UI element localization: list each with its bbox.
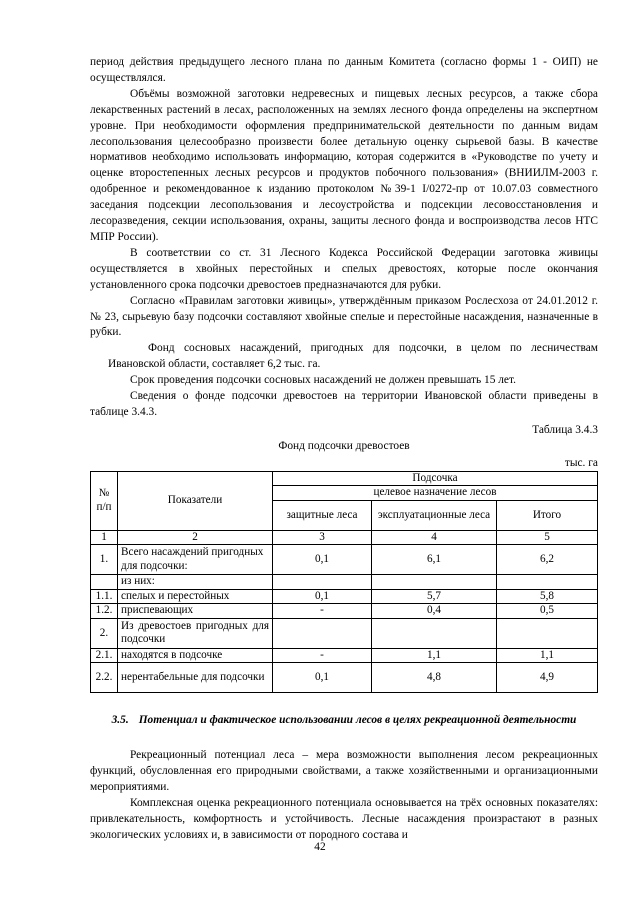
row-label: Всего насаждений пригодных для подсочки: bbox=[118, 545, 273, 575]
paragraph: Фонд сосновых насаждений, пригодных для подсочки, в целом по лесничествам Ивановской области, составляет 6,2 тыс. га. bbox=[108, 342, 598, 371]
row-label: приспевающих bbox=[118, 604, 273, 619]
row-label: Из древостоев пригодных для подсочки bbox=[118, 618, 273, 648]
paragraph: Согласно «Правилам заготовки живицы», утверждённым приказом Рослесхоза от 24.01.2012 г. № 23, сырьевую базу подсочки составляют хвойные спелые и перестойные насаждения, назначенные в рубки. bbox=[90, 294, 598, 339]
page-number: 42 bbox=[314, 841, 326, 853]
cell-total: 0,5 bbox=[497, 604, 598, 619]
column-number: 3 bbox=[273, 530, 372, 545]
header-exploitation: эксплуатационные леса bbox=[372, 500, 497, 530]
table-row bbox=[91, 604, 598, 619]
cell-exploitation: 1,1 bbox=[372, 648, 497, 663]
paragraph: Рекреационный потенциал леса – мера возможности выполнения лесом рекреационных функций, обусловленная его природными свойствами, а также хозяйственными и организационными мероприятиями. bbox=[90, 749, 598, 794]
header-group: Подсочка bbox=[273, 471, 598, 486]
cell-protective: 0,1 bbox=[273, 589, 372, 604]
row-number bbox=[91, 575, 118, 590]
table-unit: тыс. га bbox=[564, 456, 598, 469]
row-label: нерентабельные для подсочки bbox=[118, 663, 273, 693]
section-number: 3.5. bbox=[111, 714, 129, 727]
cell-exploitation: 0,4 bbox=[372, 604, 497, 619]
paragraph: период действия предыдущего лесного плана по данным Комитета (согласно формы 1 - ОИП) не осуществлялся. bbox=[90, 56, 598, 84]
header-total: Итого bbox=[497, 500, 598, 530]
table-row bbox=[91, 648, 598, 663]
row-number: 1.1. bbox=[91, 589, 118, 604]
paragraph: В соответствии со ст. 31 Лесного Кодекса Российской Федерации заготовка живицы осуществляется в хвойных перестойных и спелых древостоях, которые после окончания установленного срока подсочки древостоев предназначаются для рубки. bbox=[90, 246, 598, 291]
fund-table bbox=[90, 471, 598, 694]
table-row bbox=[91, 618, 598, 648]
cell-exploitation: 5,7 bbox=[372, 589, 497, 604]
row-label: спелых и перестойных bbox=[118, 589, 273, 604]
column-number: 1 bbox=[91, 530, 118, 545]
paragraph: Объёмы возможной заготовки недревесных и пищевых лесных ресурсов, а также сбора лекарственных растений в лесах, расположенных на землях лесного фонда определены на экспертном уровне. При необходимости оформления предпринимательской деятельности по данным видам лесопользования целесообразно произвести более детальную оценку сырьевой базы. В качестве нормативов необходимо использовать информацию, которая содержится в «Руководстве по учету и оценке второстепенных лесных ресурсов и продуктов побочного пользования» (ВНИИЛМ-2003 г. одобренное и рекомендованное к изданию протоколом №39-1 I/0272-пр от 10.07.03 совместного заседания подсекции лесопользования и лесоустройства и подсекции лесовосстановления и лесоразведения, секции использования, охраны, защиты лесного фонда и воспроизводства лесов НТС МПР России). bbox=[90, 87, 598, 243]
cell-exploitation: 4,8 bbox=[372, 663, 497, 693]
cell-protective: 0,1 bbox=[273, 663, 372, 693]
row-number: 2. bbox=[91, 618, 118, 648]
paragraph: Срок проведения подсочки сосновых насаждений не должен превышать 15 лет. bbox=[130, 374, 516, 387]
column-number: 2 bbox=[118, 530, 273, 545]
row-number: 2.2. bbox=[91, 663, 118, 693]
header-protective: защитные леса bbox=[273, 500, 372, 530]
cell-total: 5,8 bbox=[497, 589, 598, 604]
cell-protective bbox=[273, 618, 372, 648]
column-number: 4 bbox=[372, 530, 497, 545]
table-title: Фонд подсочки древостоев bbox=[278, 439, 410, 452]
column-number: 5 bbox=[497, 530, 598, 545]
row-number: 1.2. bbox=[91, 604, 118, 619]
row-label: из них: bbox=[118, 575, 273, 590]
cell-protective: 0,1 bbox=[273, 545, 372, 575]
cell-exploitation: 6,1 bbox=[372, 545, 497, 575]
page-body bbox=[90, 55, 598, 844]
cell-protective: - bbox=[273, 648, 372, 663]
header-subgroup: целевое назначение лесов bbox=[273, 486, 598, 501]
table-caption: Таблица 3.4.3 bbox=[532, 423, 598, 436]
cell-total: 1,1 bbox=[497, 648, 598, 663]
cell-total: 6,2 bbox=[497, 545, 598, 575]
section-heading bbox=[90, 713, 598, 728]
header-no: № п/п bbox=[91, 471, 118, 530]
table-row bbox=[91, 545, 598, 575]
paragraph: Сведения о фонде подсочки древостоев на территории Ивановской области приведены в таблице 3.4.3. bbox=[90, 390, 598, 418]
header-indicators: Показатели bbox=[118, 471, 273, 530]
cell-exploitation bbox=[372, 575, 497, 590]
cell-total bbox=[497, 618, 598, 648]
section-title: Потенциал и фактическое использовании лесов в целях рекреационной деятельности bbox=[138, 714, 577, 727]
table-row bbox=[91, 575, 598, 590]
cell-total bbox=[497, 575, 598, 590]
paragraph: Комплексная оценка рекреационного потенциала основывается на трёх основных показателях: привлекательность, комфортность и устойчивость. Лесные насаждения произрастают в разных экологических условиях и, в зависимости от породного состава и bbox=[90, 797, 598, 841]
cell-protective: - bbox=[273, 604, 372, 619]
cell-total: 4,9 bbox=[497, 663, 598, 693]
row-label: находятся в подсочке bbox=[118, 648, 273, 663]
row-number: 2.1. bbox=[91, 648, 118, 663]
cell-exploitation bbox=[372, 618, 497, 648]
table-row bbox=[91, 589, 598, 604]
row-number: 1. bbox=[91, 545, 118, 575]
cell-protective bbox=[273, 575, 372, 590]
table-row bbox=[91, 663, 598, 693]
